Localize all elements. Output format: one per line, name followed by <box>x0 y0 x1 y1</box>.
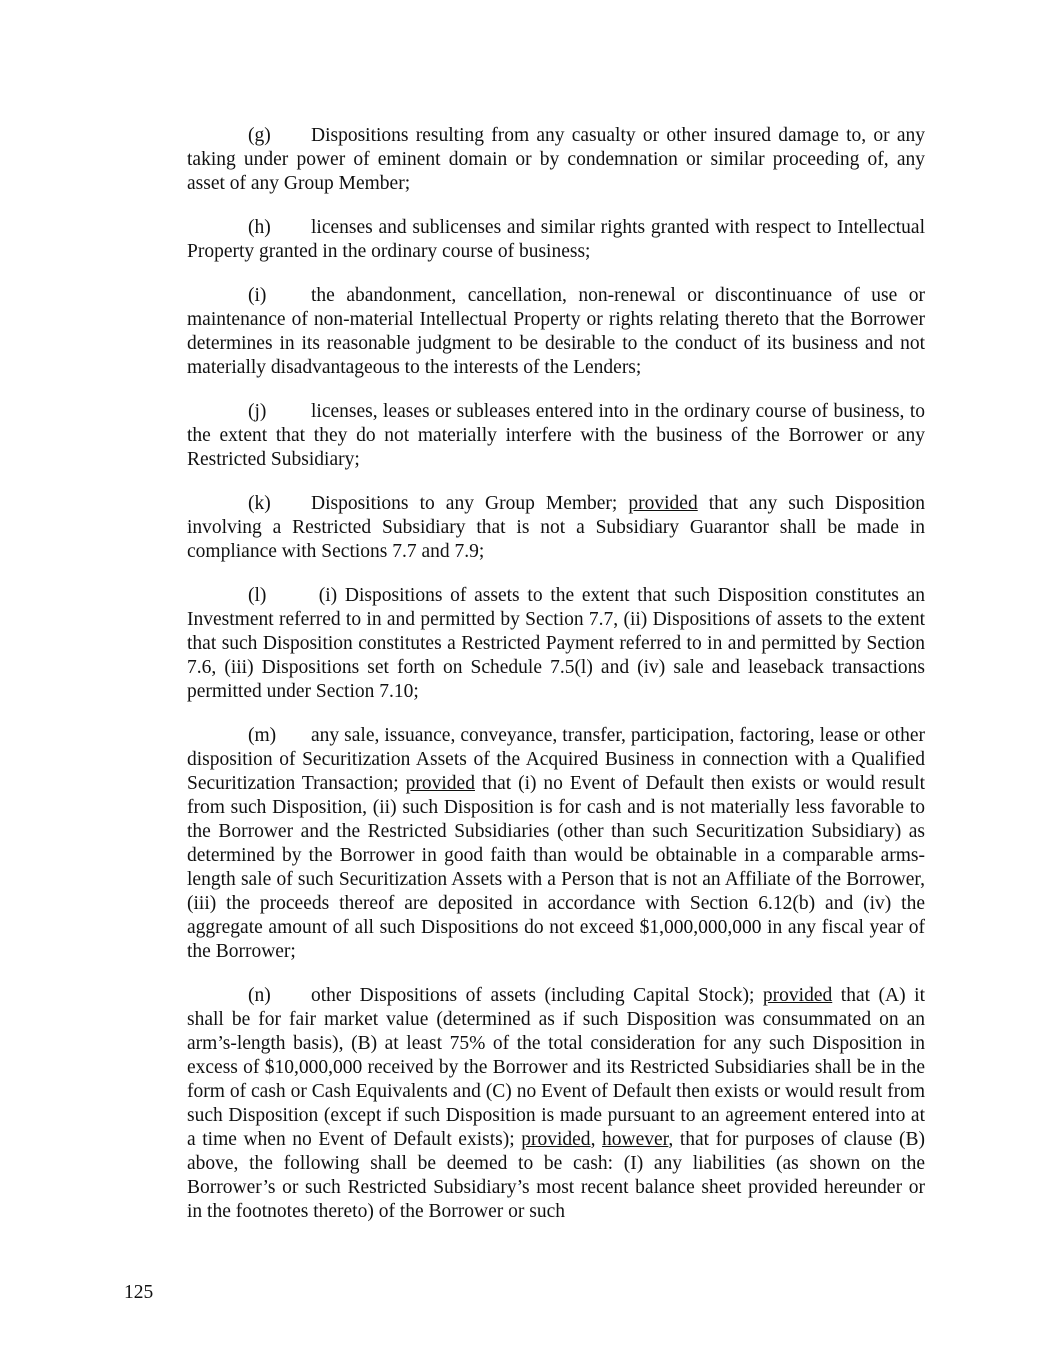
clause-i <box>187 284 925 380</box>
clause-l <box>187 584 925 704</box>
underlined-term: provided <box>628 493 698 514</box>
underlined-term: provided <box>405 773 475 794</box>
document-body <box>187 124 925 1244</box>
clause-text: Dispositions to any Group Member; <box>311 493 629 514</box>
underlined-term: however <box>602 1129 669 1150</box>
underlined-term: provided <box>762 985 833 1006</box>
clause-marker: (l) <box>248 585 267 606</box>
underlined-term: provided <box>521 1129 591 1150</box>
clause-m <box>187 724 925 964</box>
clause-marker: (h) <box>248 217 271 238</box>
clause-n <box>187 984 925 1224</box>
clause-h <box>187 216 925 264</box>
clause-k <box>187 492 925 564</box>
clause-text: , <box>590 1129 603 1150</box>
page-number: 125 <box>124 1282 154 1303</box>
clause-text: other Dispositions of assets (including Capital Stock); <box>311 985 763 1006</box>
clause-g <box>187 124 925 196</box>
clause-text: that any such Disposition involving a Restricted Subsidiary that is not a Subsidiary Guarantor shall be made in compliance with Sections 7.7 and 7.9; <box>187 493 925 562</box>
clause-text: licenses and sublicenses and similar rights granted with respect to Intellectual Property granted in the ordinary course of business; <box>187 217 925 262</box>
clause-marker: (g) <box>248 125 271 146</box>
clause-text: (i) Dispositions of assets to the extent that such Disposition constitutes an Investment referred to in and permitted by Section 7.7, (ii) Dispositions of assets to the extent that such Disposition constitutes a Restricted Payment referred to in and permitted by Section 7.6, (iii) Dispositions set forth on Schedule 7.5(l) and (iv) sale and leaseback transactions permitted under Section 7.10; <box>187 585 925 702</box>
clause-marker: (j) <box>248 401 267 422</box>
clause-text: the abandonment, cancellation, non-renewal or discontinuance of use or maintenance of non-material Intellectual Property or rights relating thereto that the Borrower determines in its reasonable judgment to be desirable to the conduct of its business and not materially disadvantageous to the interests of the Lenders; <box>187 285 925 378</box>
clause-marker: (n) <box>248 985 271 1006</box>
clause-marker: (k) <box>248 493 271 514</box>
clause-text: licenses, leases or subleases entered into in the ordinary course of business, to the extent that they do not materially interfere with the business of the Borrower or any Restricted Subsidiary; <box>187 401 925 470</box>
clause-j <box>187 400 925 472</box>
clause-text: any sale, issuance, conveyance, transfer, participation, factoring, lease or other disposition of Securitization Assets of the Acquired Business in connection with a Qualified Securitization Transaction; <box>187 725 925 794</box>
clause-text: that (i) no Event of Default then exists or would result from such Disposition, (ii) such Disposition is for cash and is not materially less favorable to the Borrower and the Restricted Subsidiaries (other than such Securitization Subsidiary) as determined by the Borrower in good faith than would be obtainable in a comparable arms-length sale of such Securitization Assets with a Person that is not an Affiliate of the Borrower, (iii) the proceeds thereof are deposited in accordance with Section 6.12(b) and (iv) the aggregate amount of all such Dispositions do not exceed $1,000,000,000 in any fiscal year of the Borrower; <box>187 773 925 962</box>
clause-text: Dispositions resulting from any casualty or other insured damage to, or any taking under power of eminent domain or by condemnation or similar proceeding of, any asset of any Group Member; <box>187 125 925 194</box>
clause-text: that (A) it shall be for fair market value (determined as if such Disposition was consummated on an arm’s-length basis), (B) at least 75% of the total consideration for any such Disposition in excess of $10,000,000 received by the Borrower and its Restricted Subsidiaries shall be in the form of cash or Cash Equivalents and (C) no Event of Default then exists or would result from such Disposition (except if such Disposition is made pursuant to an agreement entered into at a time when no Event of Default exists); <box>187 985 925 1150</box>
clause-marker: (i) <box>248 285 267 306</box>
clause-text: , that for purposes of clause (B) above, the following shall be deemed to be cash: (I) any liabilities (as shown on the Borrower’s or such Restricted Subsidiary’s most recent balance sheet provided hereunder or in the footnotes thereto) of the Borrower or such <box>187 1129 926 1222</box>
clause-marker: (m) <box>248 725 277 746</box>
